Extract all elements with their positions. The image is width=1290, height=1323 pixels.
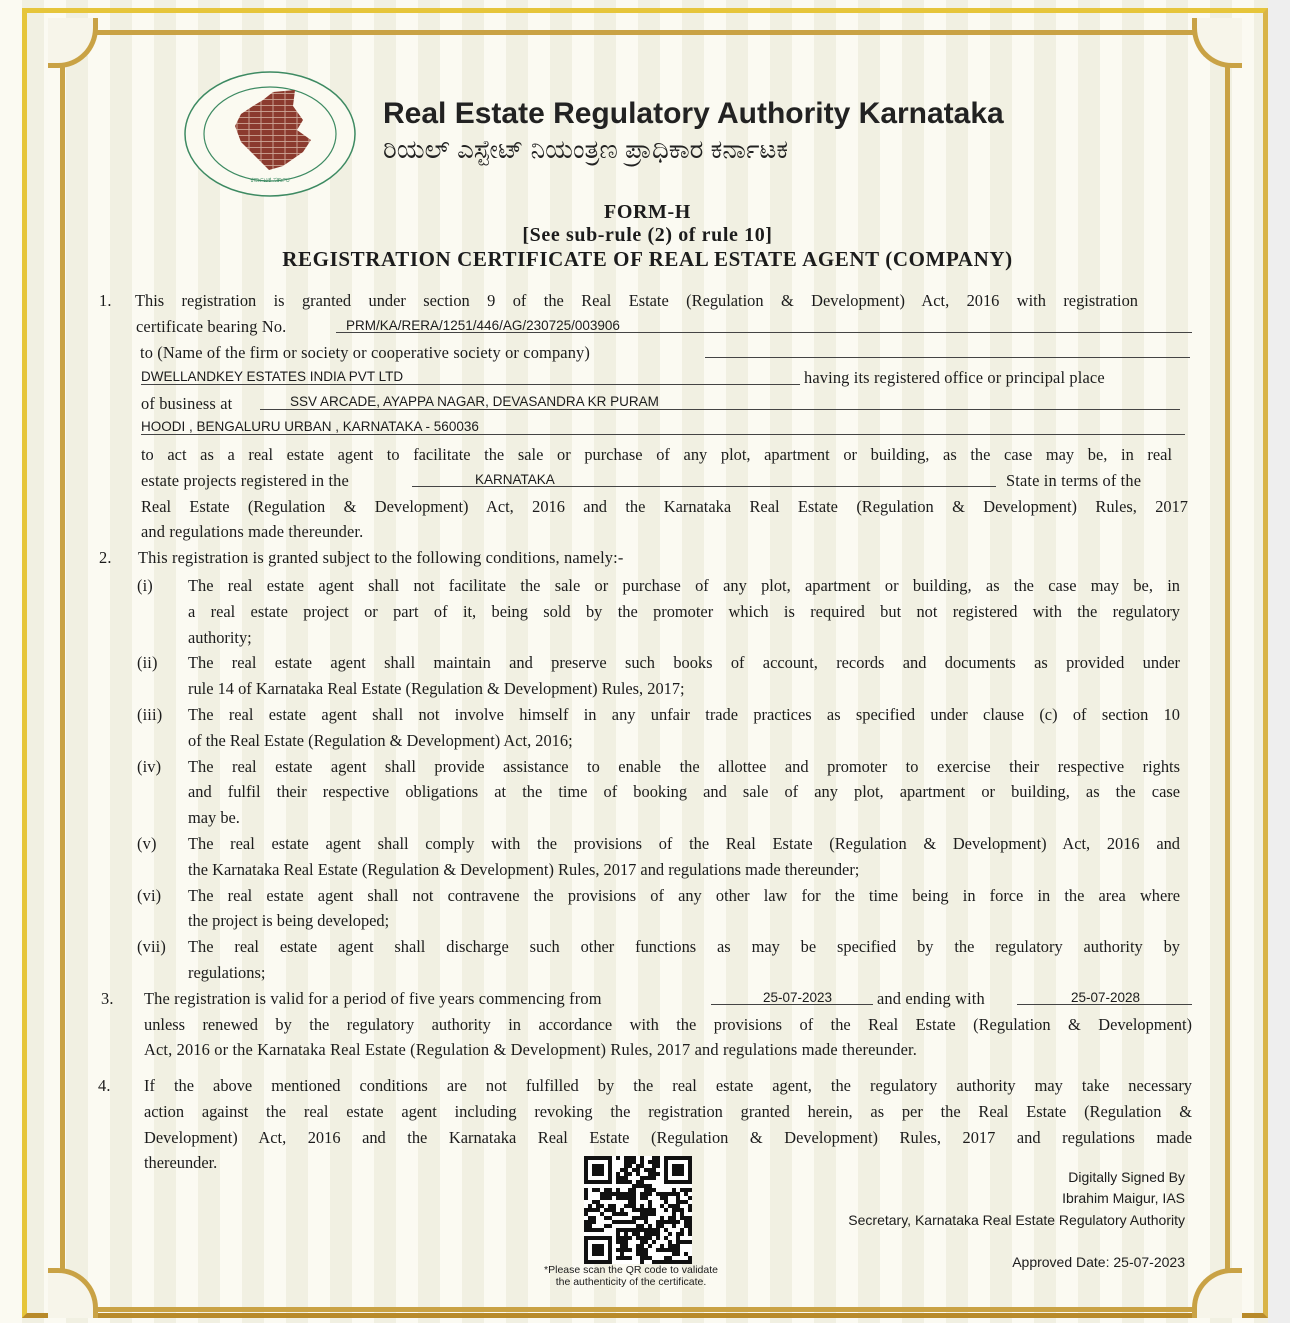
- condition-text: regulations;: [188, 963, 266, 982]
- condition-text: The real estate agent shall not involve himself in any unfair trade practices as specified under clause (c) of section 10: [188, 705, 1180, 724]
- qr-note: *Please scan the QR code to validate: [544, 1264, 718, 1276]
- authority-title: Real Estate Regulatory Authority Karnataka: [383, 97, 1004, 130]
- condition-text: The real estate agent shall comply with the provisions of the Real Estate (Regulation & Development) Act, 2016 and: [188, 834, 1180, 853]
- condition-text: the Karnataka Real Estate (Regulation & Development) Rules, 2017 and regulations made thereunder;: [188, 859, 860, 879]
- section-number: 1.: [99, 291, 112, 310]
- section-number: 3.: [101, 989, 114, 1008]
- condition-text: the project is being developed;: [188, 911, 390, 931]
- condition-label: (vi): [137, 885, 162, 905]
- condition-text: The real estate agent shall not contravene the provisions of any other law for the time being in force in the area where: [188, 885, 1180, 905]
- form-name: FORM-H: [604, 201, 691, 223]
- approved-date: Approved Date: 25-07-2023: [1012, 1254, 1185, 1270]
- section4-line: thereunder.: [144, 1153, 218, 1173]
- office-address-line1: SSV ARCADE, AYAPPA NAGAR, DEVASANDRA KR PURAM: [290, 394, 659, 409]
- condition-text: The real estate agent shall discharge such other functions as may be specified by the regulatory authority by: [188, 937, 1180, 957]
- section1-text: certificate bearing No.: [136, 317, 287, 336]
- condition-text: The real estate agent shall maintain and preserve such books of account, records and documents as provided under: [188, 653, 1180, 673]
- rera-seal-logo: [183, 70, 357, 198]
- form-rule: [See sub-rule (2) of rule 10]: [522, 224, 773, 246]
- section1-text: Real Estate (Regulation & Development) Act, 2016 and the Karnataka Real Estate (Regulation & Development) Rules, 2017: [141, 497, 1188, 516]
- signatory-title: Secretary, Karnataka Real Estate Regulatory Authority: [848, 1212, 1185, 1228]
- seal-subtext: ಕರ್ನಾಟಕ ಸರ್ಕಾರ: [250, 176, 290, 184]
- condition-text: authority;: [188, 627, 252, 647]
- field-underline: [141, 434, 1185, 435]
- section3-text: unless renewed by the regulatory authority in accordance with the provisions of the Real Estate (Regulation & Development): [144, 1015, 1192, 1034]
- section1-text: having its registered office or principal place: [804, 368, 1105, 387]
- section1-text: This registration is granted under section 9 of the Real Estate (Regulation & Development) Act, 2016 with registration: [135, 291, 1138, 310]
- condition-text: The real estate agent shall not facilitate the sale or purchase of any plot, apartment or building, as the case may be, in: [188, 576, 1180, 595]
- condition-text: a real estate project or part of it, being sold by the promoter which is required but not registered with the regulatory: [188, 601, 1180, 621]
- authority-title-kannada: ರಿಯಲ್ ಎಸ್ಟೇಟ್ ನಿಯಂತ್ರಣ ಪ್ರಾಧಿಕಾರ ಕರ್ನಾಟಕ: [383, 134, 789, 164]
- certificate-heading: REGISTRATION CERTIFICATE OF REAL ESTATE AGENT (COMPANY): [282, 247, 1013, 271]
- condition-label: (v): [137, 834, 157, 853]
- company-name: DWELLANDKEY ESTATES INDIA PVT LTD: [141, 369, 404, 384]
- signature-label: Digitally Signed By: [1068, 1169, 1185, 1185]
- section3-text: The registration is valid for a period of five years commencing from: [144, 989, 602, 1008]
- section-number: 4.: [98, 1076, 111, 1095]
- office-address-line2: HOODI , BENGALURU URBAN , KARNATAKA - 560036: [141, 419, 479, 434]
- qr-code[interactable]: [584, 1156, 692, 1264]
- condition-text: may be.: [188, 808, 240, 828]
- section1-text: of business at: [141, 394, 233, 413]
- condition-text: of the Real Estate (Regulation & Development) Act, 2016;: [188, 730, 573, 750]
- condition-label: (iv): [137, 756, 162, 776]
- page-edge: [1268, 0, 1290, 1323]
- condition-label: (iii): [137, 705, 163, 724]
- section4-line: Development) Act, 2016 and the Karnataka Real Estate (Regulation & Development) Rules, 2017 and regulations made: [144, 1127, 1192, 1147]
- section3-text: Act, 2016 or the Karnataka Real Estate (Regulation & Development) Rules, 2017 and regulations made thereunder.: [144, 1040, 917, 1059]
- condition-text: rule 14 of Karnataka Real Estate (Regulation & Development) Rules, 2017;: [188, 679, 685, 699]
- section3-text: and ending with: [877, 989, 985, 1008]
- section1-text: to act as a real estate agent to facilitate the sale or purchase of any plot, apartment or building, as the case may be, in real: [141, 445, 1172, 464]
- field-underline: [260, 409, 1180, 410]
- registration-number: PRM/KA/RERA/1251/446/AG/230725/003906: [346, 318, 620, 333]
- section2-intro: This registration is granted subject to the following conditions, namely:-: [138, 548, 624, 567]
- condition-text: and fulfil their respective obligations at the time of booking and sale of any plot, apartment or building, as the case: [188, 782, 1180, 802]
- valid-to-date: 25-07-2028: [1071, 990, 1141, 1005]
- qr-note: the authenticity of the certificate.: [555, 1276, 707, 1288]
- section-number: 2.: [99, 548, 112, 567]
- section1-text: and regulations made thereunder.: [141, 522, 364, 541]
- condition-label: (vii): [137, 937, 166, 957]
- section4-line: If the above mentioned conditions are not fulfilled by the real estate agent, the regulatory authority may take necessary: [144, 1076, 1192, 1095]
- section1-text: State in terms of the: [1006, 471, 1142, 490]
- section1-text: estate projects registered in the: [141, 471, 349, 490]
- section1-text: to (Name of the firm or society or cooperative society or company): [140, 343, 591, 362]
- field-underline: [705, 357, 1190, 358]
- field-underline: [141, 384, 800, 385]
- condition-label: (i): [137, 576, 153, 595]
- condition-label: (ii): [137, 653, 158, 673]
- signatory-name: Ibrahim Maigur, IAS: [1062, 1190, 1185, 1206]
- valid-from-date: 25-07-2023: [763, 990, 833, 1005]
- condition-text: The real estate agent shall provide assistance to enable the allottee and promoter to exercise their respective rights: [188, 756, 1180, 776]
- state-name: KARNATAKA: [475, 472, 555, 487]
- section4-line: action against the real estate agent including revoking the registration granted herein, as per the Real Estate (Regulation &: [144, 1101, 1192, 1121]
